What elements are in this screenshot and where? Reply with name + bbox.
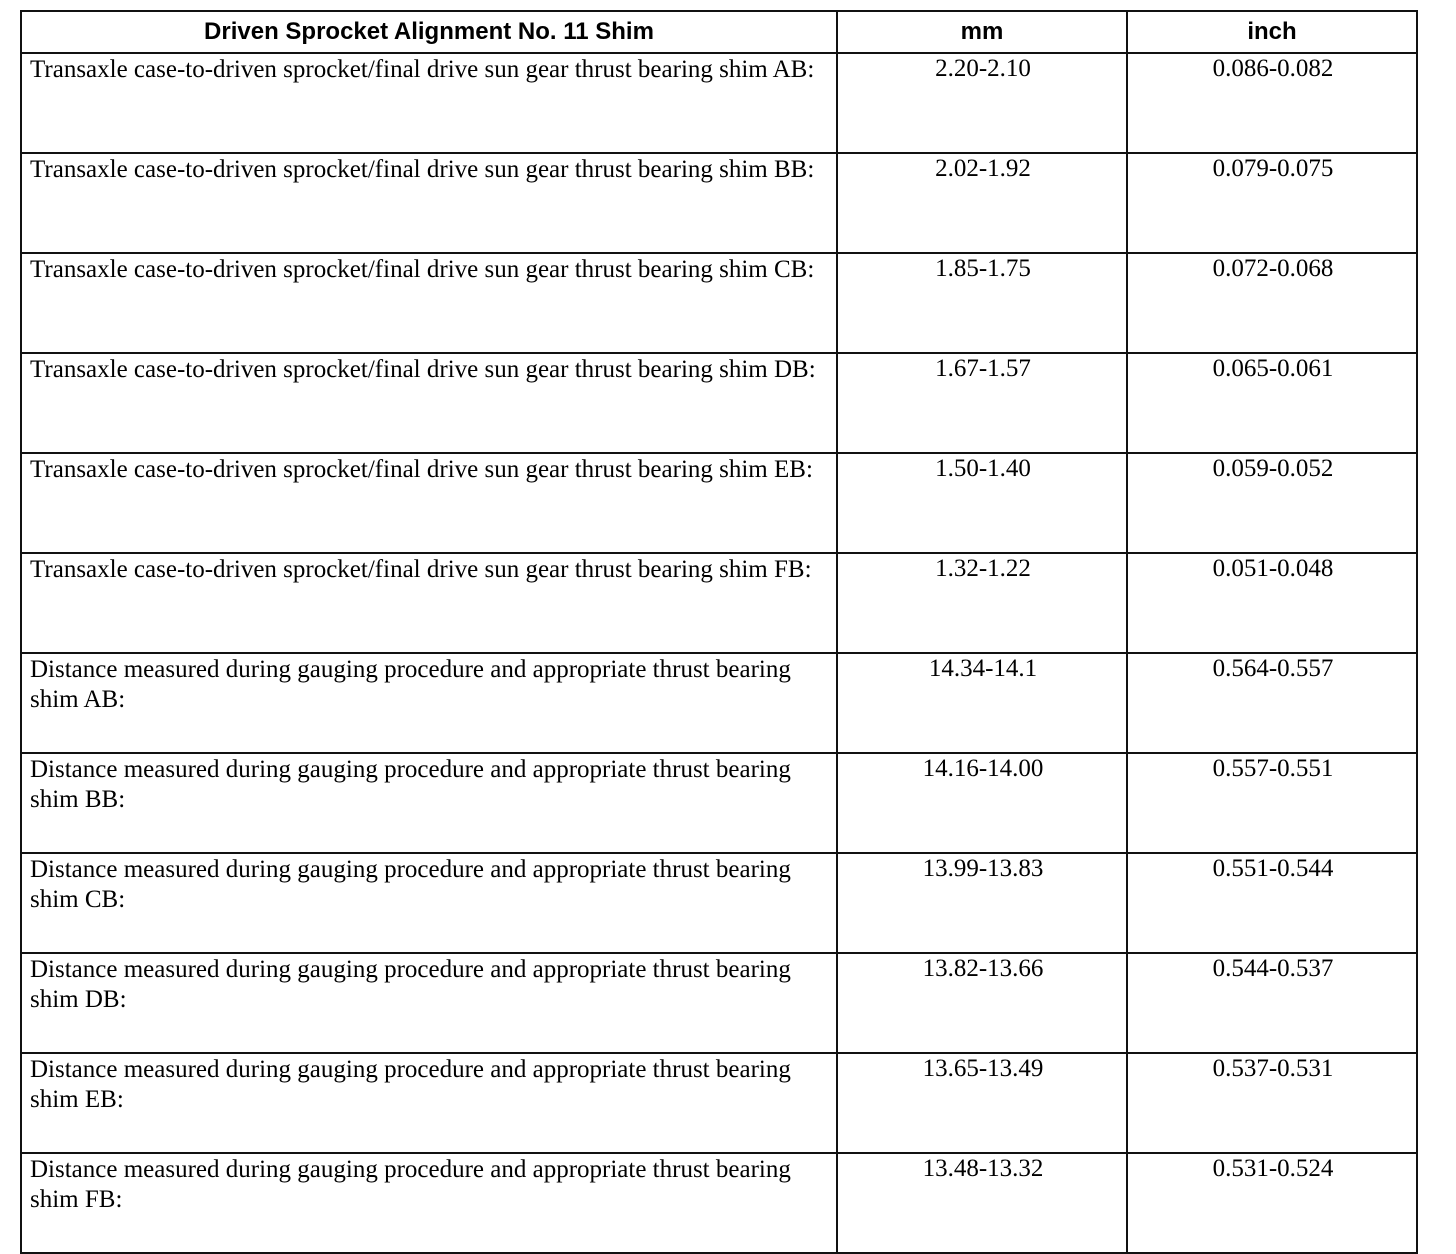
cell-mm: 2.20-2.10 [837, 53, 1127, 153]
cell-inch: 0.072-0.068 [1127, 253, 1417, 353]
cell-description: Distance measured during gauging procedure and appropriate thrust bearing shim FB: [21, 1153, 837, 1253]
cell-description: Transaxle case-to-driven sprocket/final drive sun gear thrust bearing shim EB: [21, 453, 837, 553]
cell-inch: 0.079-0.075 [1127, 153, 1417, 253]
cell-description: Transaxle case-to-driven sprocket/final drive sun gear thrust bearing shim FB: [21, 553, 837, 653]
cell-description: Transaxle case-to-driven sprocket/final drive sun gear thrust bearing shim CB: [21, 253, 837, 353]
table-header [21, 11, 1417, 53]
cell-description: Distance measured during gauging procedure and appropriate thrust bearing shim DB: [21, 953, 837, 1053]
table-row [21, 53, 1417, 153]
cell-inch: 0.537-0.531 [1127, 1053, 1417, 1153]
cell-mm: 14.16-14.00 [837, 753, 1127, 853]
cell-inch: 0.557-0.551 [1127, 753, 1417, 853]
cell-description: Transaxle case-to-driven sprocket/final drive sun gear thrust bearing shim DB: [21, 353, 837, 453]
cell-mm: 13.99-13.83 [837, 853, 1127, 953]
cell-mm: 2.02-1.92 [837, 153, 1127, 253]
table-row [21, 953, 1417, 1053]
cell-mm: 14.34-14.1 [837, 653, 1127, 753]
cell-mm: 13.65-13.49 [837, 1053, 1127, 1153]
header-description: Driven Sprocket Alignment No. 11 Shim [21, 11, 837, 53]
table-row [21, 653, 1417, 753]
table-row [21, 753, 1417, 853]
table-row [21, 853, 1417, 953]
cell-description: Transaxle case-to-driven sprocket/final drive sun gear thrust bearing shim AB: [21, 53, 837, 153]
cell-description: Transaxle case-to-driven sprocket/final drive sun gear thrust bearing shim BB: [21, 153, 837, 253]
header-inch: inch [1127, 11, 1417, 53]
table-row [21, 553, 1417, 653]
cell-inch: 0.051-0.048 [1127, 553, 1417, 653]
cell-inch: 0.086-0.082 [1127, 53, 1417, 153]
table-row [21, 153, 1417, 253]
cell-inch: 0.059-0.052 [1127, 453, 1417, 553]
cell-inch: 0.531-0.524 [1127, 1153, 1417, 1253]
table-row [21, 1153, 1417, 1253]
cell-inch: 0.551-0.544 [1127, 853, 1417, 953]
cell-mm: 1.50-1.40 [837, 453, 1127, 553]
cell-mm: 13.82-13.66 [837, 953, 1127, 1053]
cell-description: Distance measured during gauging procedure and appropriate thrust bearing shim BB: [21, 753, 837, 853]
cell-description: Distance measured during gauging procedure and appropriate thrust bearing shim EB: [21, 1053, 837, 1153]
cell-mm: 1.67-1.57 [837, 353, 1127, 453]
table-row [21, 253, 1417, 353]
cell-mm: 1.32-1.22 [837, 553, 1127, 653]
cell-inch: 0.564-0.557 [1127, 653, 1417, 753]
shim-spec-table [20, 10, 1418, 1254]
cell-description: Distance measured during gauging procedure and appropriate thrust bearing shim AB: [21, 653, 837, 753]
cell-inch: 0.544-0.537 [1127, 953, 1417, 1053]
table-row [21, 353, 1417, 453]
cell-mm: 1.85-1.75 [837, 253, 1127, 353]
cell-inch: 0.065-0.061 [1127, 353, 1417, 453]
table-row [21, 453, 1417, 553]
cell-mm: 13.48-13.32 [837, 1153, 1127, 1253]
cell-description: Distance measured during gauging procedure and appropriate thrust bearing shim CB: [21, 853, 837, 953]
table-row [21, 1053, 1417, 1153]
table-body [21, 53, 1417, 1253]
header-row [21, 11, 1417, 53]
header-mm: mm [837, 11, 1127, 53]
